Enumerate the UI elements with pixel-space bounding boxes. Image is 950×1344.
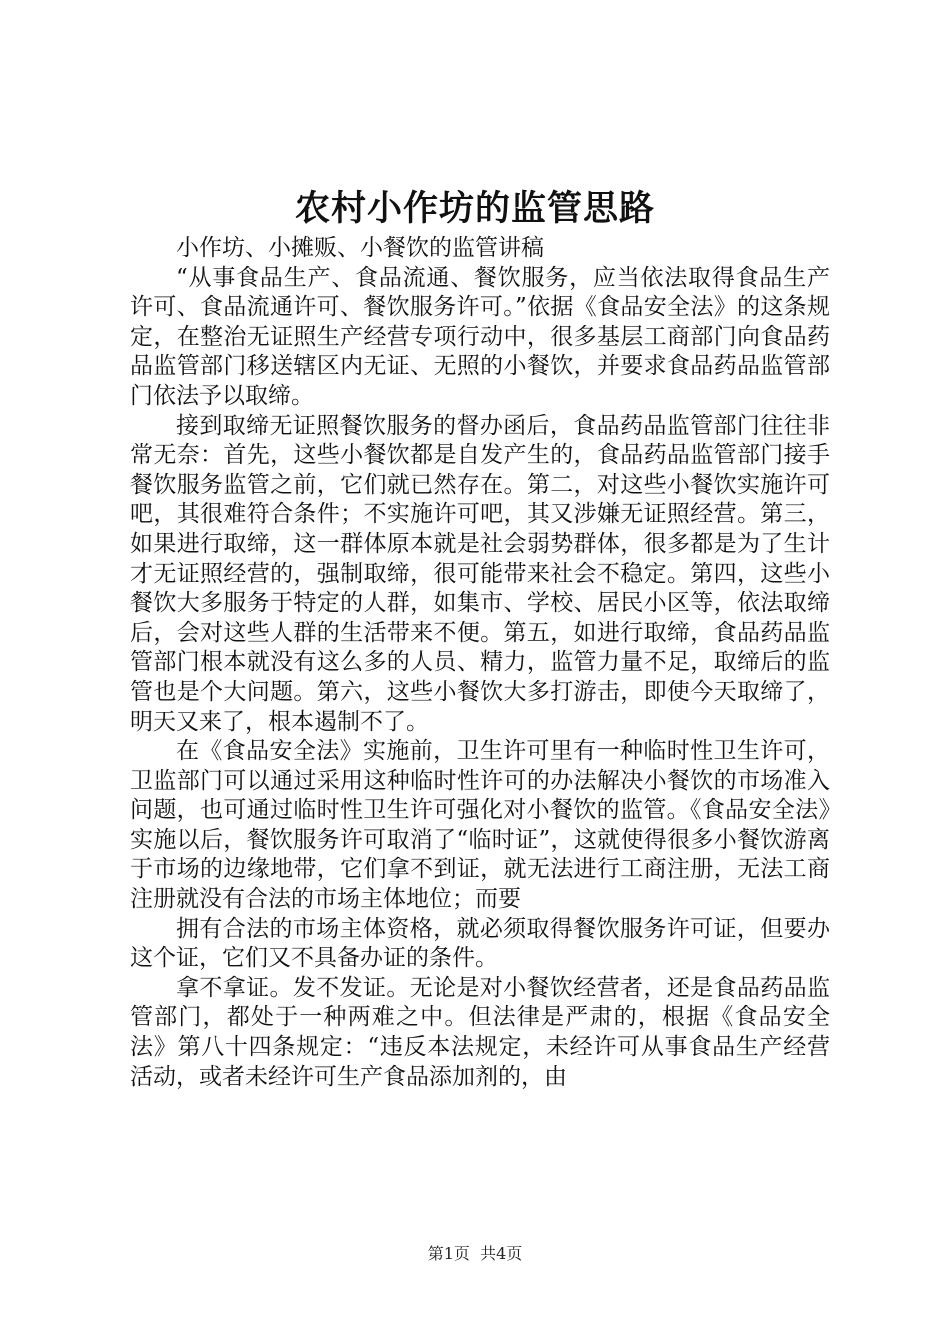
paragraph: 接到取缔无证照餐饮服务的督办函后，食品药品监管部门往往非常无奈：首先，这些小餐饮都是自发产生的，食品药品监管部门接手餐饮服务监管之前，它们就已然存在。第二，对这些小餐饮实施许可吧，其很难符合条件；不实施许可吧，其又涉嫌无证照经营。第三，如果进行取缔，这一群体原本就是社会弱势群体，很多都是为了生计才无证照经营的，强制取缔，很可能带来社会不稳定。第四，这些小餐饮大多服务于特定的人群，如集市、学校、居民小区等，依法取缔后，会对这些人群的生活带来不便。第五，如进行取缔，食品药品监管部门根本就没有这么多的人员、精力，监管力量不足，取缔后的监管也是个大问题。第六，这些小餐饮大多打游击，即使今天取缔了，明天又来了，根本遏制不了。	[130, 412, 830, 735]
document-title: 农村小作坊的监管思路	[294, 188, 655, 229]
paragraph: 拿不拿证。发不发证。无论是对小餐饮经营者，还是食品药品监管部门，都处于一种两难之中。但法律是严肃的，根据《食品安全法》第八十四条规定：“违反本法规定，未经许可从事食品生产经营活动，或者未经许可生产食品添加剂的，由	[130, 974, 830, 1090]
paragraph: 拥有合法的市场主体资格，就必须取得餐饮服务许可证，但要办这个证，它们又不具备办证的条件。	[130, 915, 830, 972]
page-number: 第1页 共4页	[427, 1244, 523, 1263]
document-body	[130, 234, 830, 1092]
paragraph: “从事食品生产、食品流通、餐饮服务，应当依法取得食品生产许可、食品流通许可、餐饮服务许可。”依据《食品安全法》的这条规定，在整治无证照生产经营专项行动中，很多基层工商部门向食品药品监管部门移送辖区内无证、无照的小餐饮，并要求食品药品监管部门依法予以取缔。	[130, 264, 830, 409]
paragraph-subtitle: 小作坊、小摊贩、小餐饮的监管讲稿	[176, 235, 544, 261]
page-footer	[0, 1242, 950, 1266]
paragraph: 在《食品安全法》实施前，卫生许可里有一种临时性卫生许可，卫监部门可以通过采用这种临时性许可的办法解决小餐饮的市场准入问题，也可通过临时性卫生许可强化对小餐饮的监管。《食品安全法》实施以后，餐饮服务许可取消了“临时证”，这就使得很多小餐饮游离于市场的边缘地带，它们拿不到证，就无法进行工商注册，无法工商注册就没有合法的市场主体地位；而要	[130, 738, 830, 913]
